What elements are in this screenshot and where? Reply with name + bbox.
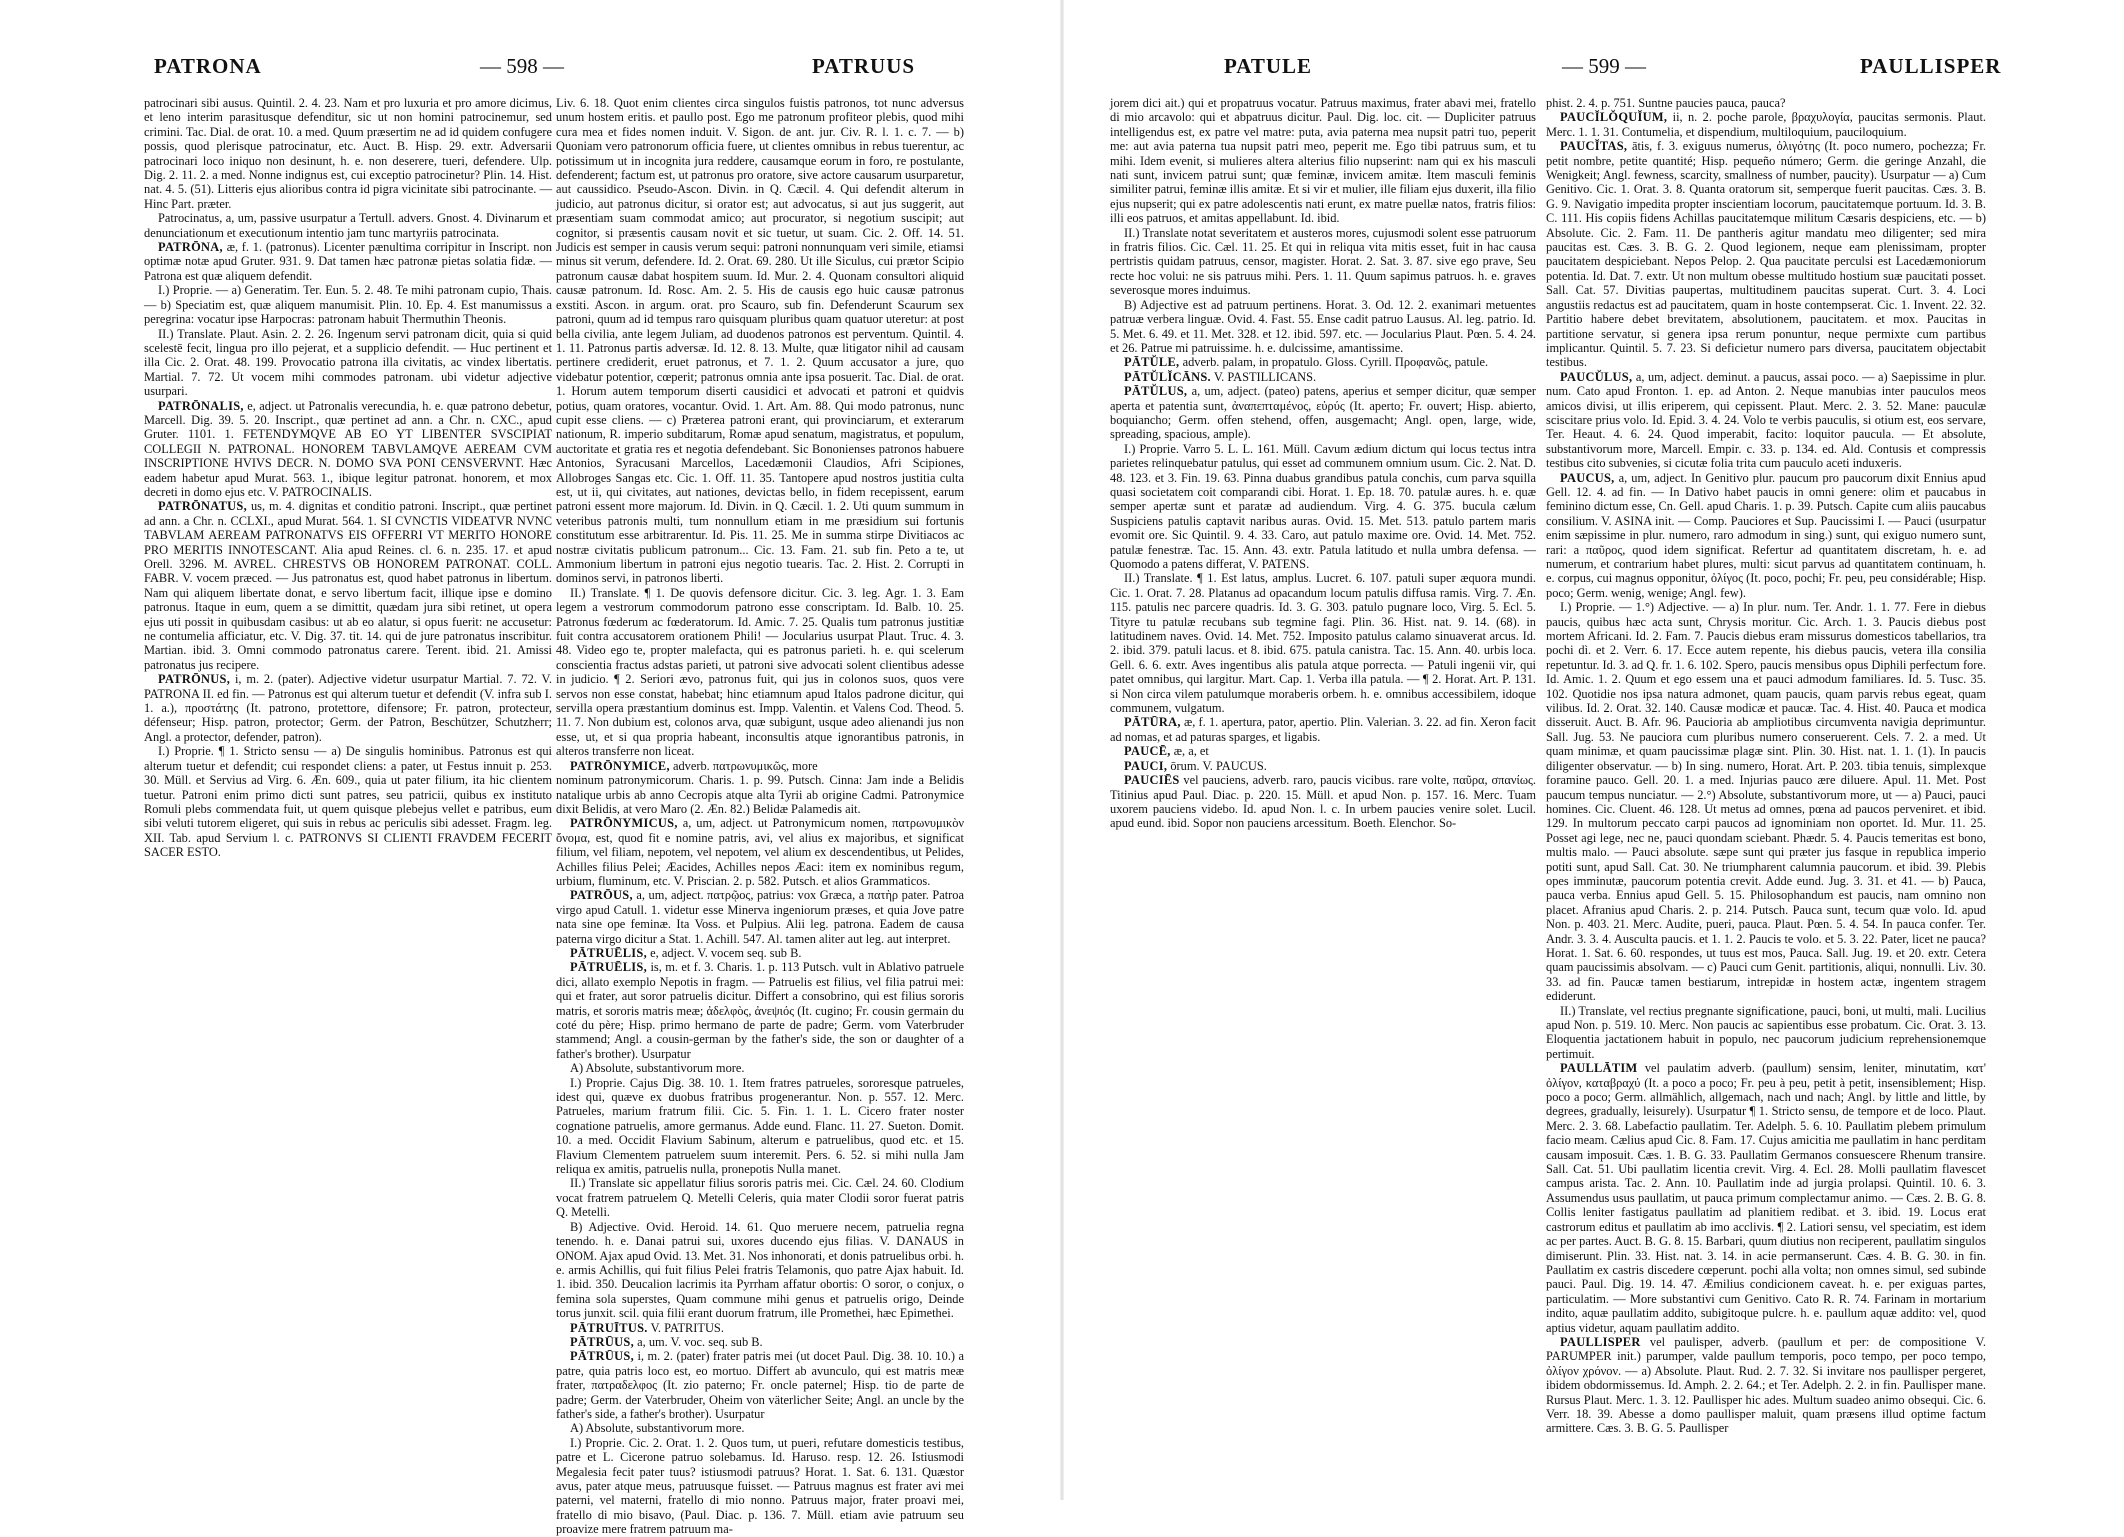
entry-headword: PAUCI, — [1124, 758, 1168, 773]
entry-text: i, m. 2. (pater) frater patris mei (ut docet Paul. Dig. 38. 10. 10.) a patre, quia patris loco est, eo mortuo. Differt ab avunculo, qui est matris meæ frater, πατραδελφος (It. zio paterno; Fr. oncle paternel; Hisp. tio de parte de padre; Germ. der Vaterbruder, Oheim von väterlicher Seite; Angl. an uncle by the father's side, a father's brother). Usurpatur — [556, 1349, 964, 1421]
entry-text: ii, n. 2. poche parole, βραχυλογία, paucitas sermonis. Plaut. Merc. 1. 1. 31. Contumelia, et dispendium, multiloquium, pauciloquium. — [1546, 110, 1986, 139]
entry-paragraph — [556, 96, 964, 586]
left-running-header — [0, 54, 1062, 90]
entry-paragraph — [556, 1061, 964, 1075]
entry-paragraph — [556, 1436, 964, 1537]
entry-text: æ, a, et — [1173, 744, 1209, 759]
entry-headword: PAUCĒ, — [1124, 744, 1171, 759]
left-header-last-entry: PATRUUS — [812, 54, 916, 78]
entry-text: a, um, adject. πατρῷος, patrius: vox Græca, a πατὴρ pater. Patroa virgo apud Catull. 1. videtur esse Minerva ingeniorum præses, et quia Jove patre nata sine ope feminæ. Ita Voss. et Pulpius. Alii leg. patrona. Eadem de causa paterna virgo dicitur a Stat. 1. Achill. 547. Al. tamen aliter aut leg. aut interpret. — [556, 888, 964, 946]
entry-paragraph — [556, 1176, 964, 1219]
entry-text: A) Absolute, substantivorum more. — [570, 1061, 745, 1076]
entry-text: æ, f. 1. apertura, pator, apertio. Plin. Valerian. 3. 22. ad fin. Xeron facit ad nomas, et ad paturas sparges, et ligabis. — [1110, 715, 1536, 744]
entry-headword: PATRŌUS, — [570, 888, 633, 903]
right-page-column-1 — [1110, 96, 1536, 1488]
entry-headword: PATRŌNUS, — [158, 672, 231, 687]
entry-text: a, um, adject. In Genitivo plur. paucum pro paucorum dixit Ennius apud Gell. 12. 4. ad fin. — In Dativo habet paucis in omni genere: olim et paucabus in feminino dictum esse, Cn. Gell. apud Charis. 1. p. 39. Putsch. Capite cum aliis paucabus consilium. V. ASINA init. — Comp. Pauciores et Sup. Paucissimi I. — Pauci (usurpatur enim sæpissime in plur. numero, raro admodum in sing.) sunt, qui exiguo numero sunt, rari: a παῦρος, quod idem significat. Refertur ad quantitatem discretam, h. e. ad numerum, et contrarium habet plures, multi: sicut parvus ad quantitatem continuam, h. e. corpus, cui magnus opponitur, ὀλίγος (It. poco, pochi; Fr. peu, peu considérable; Hisp. poco; Germ. wenig, wenige; Angl. few). — [1546, 470, 1986, 600]
entry-headword: PATRŌNYMICE, — [570, 758, 670, 773]
dictionary-entry — [1110, 715, 1536, 744]
dictionary-entry — [1546, 139, 1986, 370]
dictionary-entry — [556, 1335, 964, 1349]
entry-text: a, um, adject. (pateo) patens, aperius et semper dicitur, quæ semper aperta et patentia sunt, ἀναπεπταμένος, εὐρύς (It. aperto; Fr. ouvert; Hisp. abierto, boquiancho; Germ. offen stehend, offen, ausgemacht; Angl. open, large, wide, spreading, spacious, ample). — [1110, 384, 1536, 442]
entry-text: I.) Proprie. — a) Generatim. Ter. Eun. 5. 2. 48. Te mihi patronam cupio, Thais. — b) Speciatim est, quæ aliquem manumisit. Plin. 10. Ep. 4. Est manumissus a peregrina: vocatur ipse Harpocras: patronam habuit Thermuthin Theonis. — [144, 283, 552, 327]
entry-paragraph — [1110, 298, 1536, 356]
entry-headword: PATRŌNYMICUS, — [570, 816, 678, 831]
entry-text: II.) Translate notat severitatem et austeros mores, cujusmodi solent esse patruorum in fratris filios. Cic. Cæl. 11. 25. Et qui in reliqua vita mitis esset, fuit in hac causa pertristis quidam patruus, censor, magister. Horat. 2. Sat. 3. 87. sive ego prave, Seu recte hoc volui: ne sis patruus mihi. Pers. 1. 11. Quum sapimus patruos. h. e. graves severosque mores induimus. — [1110, 225, 1536, 298]
entry-paragraph — [144, 211, 552, 240]
entry-paragraph — [1546, 600, 1986, 1003]
entry-text: II.) Translate. Plaut. Asin. 2. 2. 26. Ingenum servi patronam dicit, quia si quid scelestē fecit, lingua pro illo pejerat, et a supplicio defendit. — Huc pertinent et illa Cic. 2. Orat. 48. 199. Provocatio patrona illa civitatis, ac vindex libertatis. Martial. 7. 72. Ut vocem mihi commodes patronam. ubi videtur adjective usurpari. — [144, 326, 552, 399]
entry-paragraph — [1546, 1004, 1986, 1062]
dictionary-entry — [556, 888, 964, 946]
entry-text: B) Adjective. Ovid. Heroid. 14. 61. Quo meruere necem, patruelia regna tenendo. h. e. Danai patrui sui, uxores ducendo ejus filias. V. DANAUS in ONOM. Ajax apud Ovid. 13. Met. 31. Nos inhonorati, et donis patruelibus orbi. h. e. armis Achillis, qui fuit filius Pelei fratris Telamonis, quo patre Ajax habuit. Id. 1. ibid. 350. Deucalion lacrimis ita Pyrrham affatur obortis: O soror, o conjux, o femina sola superstes, Quam commune mihi genus et patruelis origo, Deinde torus junxit. scil. quia filii erant duorum fratrum, ille Promethei, hæc Epimethei. — [556, 1219, 964, 1321]
entry-paragraph — [1110, 571, 1536, 715]
entry-headword: PATRŌNALIS, — [158, 398, 244, 413]
entry-headword: PĀTŬLE, — [1124, 355, 1180, 370]
entry-text: I.) Proprie. ¶ 1. Stricto sensu — a) De singulis hominibus. Patronus est qui alterum tuetur et defendit; cui respondet cliens: a pater, ut Festus innuit p. 253. 30. Müll. et Servius ad Virg. 6. Æn. 609., quia ut pater filium, ita hic clientem tuetur. Patroni enim primo dicti sunt patres, seu patricii, quibus ex instituto Romuli plebs commendata fuit, ut quem quisque plebejus vellet e patribus, eum sibi veluti tutorem eligeret, qui suis in rebus ac periculis sibi adesset. Fragm. leg. XII. Tab. apud Servium l. c. PATRONVS SI CLIENTI FRAVDEM FECERIT SACER ESTO. — [144, 744, 552, 860]
entry-paragraph — [556, 1421, 964, 1435]
entry-headword: PATRŌNATUS, — [158, 499, 248, 514]
entry-text: phist. 2. 4. p. 751. Suntne paucies pauca, pauca? — [1546, 96, 1786, 110]
entry-text: B) Adjective est ad patruum pertinens. Horat. 3. Od. 12. 2. exanimari metuentes patruæ verbera linguæ. Ovid. 4. Fast. 55. Ense cadit patruo Lausus. Al. leg. patrio. Id. 5. Met. 6. 49. et 11. Met. 328. et 12. ibid. 597. etc. — Jocularius Plaut. Pœn. 5. 4. 24. et 26. Patrue mi patruissime. h. e. dulcissime, amantissime. — [1110, 297, 1536, 355]
entry-text: II.) Translate sic appellatur filius sororis patris mei. Cic. Cæl. 24. 60. Clodium vocat fratrem patruelem Q. Metelli Celeris, quia mater Clodii soror fuerat patris Q. Metelli. — [556, 1176, 964, 1220]
entry-text: I.) Proprie. Cic. 2. Orat. 1. 2. Quos tum, ut pueri, refutare domesticis testibus, patre et L. Cicerone patruo solebamus. Id. Haruso. resp. 12. 26. Istiusmodi Megalesia fecit pater tuus? istiusmodi patruus? Horat. 1. Sat. 6. 131. Quæstor avus, pater atque meus, patruusque fuisset. — Patruus magnus est frater avi mei paterni, vel materni, fratello di mio nonno. Patruus major, frater proavi mei, fratello di mio bisavo, (Paul. Diac. p. 136. 7. Müll. etiam avie patruum seu proavize mere fratrem patruum ma- — [556, 1435, 964, 1537]
entry-headword: PĀTRŪUS, — [570, 1349, 635, 1364]
dictionary-entry — [556, 1321, 964, 1335]
dictionary-entry — [144, 499, 552, 672]
entry-text: is, m. et f. 3. Charis. 1. p. 113 Putsch. vult in Ablativo patruele dici, allato exemplo Nepotis in fragm. — Patruelis est filius, vel filia patrui mei: qui et frater, aut soror patruelis dicitur. Differt a consobrino, qui est filius sororis matris, et sororis matris meæ; ἀδελφὸς, ἀνεψιός (It. cugino; Fr. cousin germain du coté du père; Hisp. primo hermano de parte de padre; Germ. vom Vaterbruder stammend; Angl. a cousin-german by the father's side, the son or daughter of a father's brother). Usurpatur — [556, 960, 964, 1061]
dictionary-entry — [144, 399, 552, 500]
dictionary-entry — [1110, 355, 1536, 369]
left-header-first-entry: PATRONA — [154, 54, 262, 78]
entry-text: V. PATRITUS. — [650, 1320, 724, 1335]
entry-text: nominum patronymicorum. Charis. 1. p. 99. Putsch. Cinna: Jam inde a Belidis natalique urbis ab anno Cecropis atque alta Tyrii ab origine Cadmi. Patronymice dixit Belidis, at vero Maro (2. Æn. 82.) Belidæ Palamedis ait. — [556, 773, 964, 816]
entry-headword: PĀTRUĒLIS, — [570, 945, 648, 960]
dictionary-entry — [144, 672, 552, 744]
entry-text: vel pauciens, adverb. raro, paucis vicibus. rare volte, παῦρα, σπανίως. Titinius apud Paul. Diac. p. 220. 15. Müll. et apud Non. p. 157. 16. Merc. Tuam uxorem pauciens videbo. Id. apud Non. l. c. In urbem paucies venire solet. Lucil. apud eund. ibid. Sopor non pauciens arcessitum. Boeth. Elenchor. So- — [1110, 773, 1536, 831]
entry-text: adverb. palam, in propatulo. Gloss. Cyrill. Προφανῶς, patule. — [1182, 355, 1489, 370]
entry-paragraph — [1110, 442, 1536, 572]
entry-text: adverb. πατρωνυμικῶς, more — [672, 758, 818, 773]
left-page-column-2 — [556, 96, 964, 1537]
entry-text: patrocinari sibi ausus. Quintil. 2. 4. 23. Nam et pro luxuria et pro amore dicimus, et leno interim parasitusque defenditur, sic ut non homini patrocinemur, sed crimini. Tac. Dial. de orat. 10. a med. Quum præsertim ne ad id quidem confugere possis, quod plerisque patrocinatur, etc. Auct. B. Hisp. 29. extr. Adversarii patrocinari loco iniquo non desinunt, h. e. non deserere, tueri, defendere. Ulp. Dig. 2. 11. 2. a med. Nonne indignus est, cui exceptio patrocinetur? Plin. 14. Hist. nat. 4. 5. (51). Litteris ejus alioribus contra id pigra vicinitate sibi patrocinante. — Hinc Part. præter. — [144, 96, 552, 211]
entry-headword: PAULLISPER — [1560, 1334, 1641, 1349]
dictionary-entry — [1110, 744, 1536, 758]
right-page-column-2 — [1546, 96, 1986, 1488]
entry-headword: PĀTŬLĬCĀNS. — [1124, 369, 1211, 384]
left-page-column-1 — [144, 96, 552, 1488]
dictionary-entry — [556, 816, 964, 888]
entry-text: II.) Translate. ¶ 1. Est latus, amplus. Lucret. 6. 107. patuli super æquora mundi. Cic. 1. Orat. 7. 28. Platanus ad opacandum locum patulis diffusa ramis. Virg. 7. Æn. 115. patulis nec parcere quadris. Id. 3. G. 303. patulo pugnare loco, Virg. 5. Ecl. 5. Tityre tu patulæ recubans sub tegmine fagi. Plin. 36. Hist. nat. 9. 14. (68). in latitudinem naves. Ovid. 14. Met. 752. Imposito patulus calamo sinuaverat arcus. Id. 2. ibid. 379. patuli lacus. et 8. ibid. 675. patula canistra. Tac. 15. Ann. 40. urbis loca. Gell. 6. 6. extr. Aves ingentibus alis patula atque porrecta. — Patuli ingenii vir, qui patet omnibus, qui largitur. Mart. Cap. 1. Verba illa patula. — ¶ 2. Horat. Art. P. 131. si Non circa vilem patulumque moraberis orbem. h. e. omnibus accessibilem, idoque communem, vulgatum. — [1110, 571, 1536, 716]
entry-text: V. PASTILLICANS. — [1213, 369, 1317, 384]
entry-paragraph — [556, 586, 964, 759]
entry-text: a, um, adject. ut Patronymicum nomen, πατρωνυμικὸν ὄνομα, est, quod fit e nomine patris, avi, vel alius ex majoribus, et significat filium, vel filiam, nepotem, vel nepotem, vel alium ex descendentibus, ut Pelides, Achilles filius Pelei; Æacides, Achilles nepos Æaci: item ex nominibus regum, urbium, fluminum, etc. V. Priscian. 2. p. 582. Putsch. et alios Grammaticos. — [556, 816, 964, 888]
entry-headword: PAUCĬLŎQUĬUM, — [1560, 110, 1668, 125]
right-page-number: — 599 — — [1562, 54, 1646, 78]
entry-text: II.) Translate, vel rectius pregnante significatione, pauci, boni, ut multi, mali. Lucilius apud Non. p. 519. 10. Merc. Non paucis ac sapientibus esse probatum. Cic. Orat. 3. 13. Eloquentia jactationem habuit in populo, nec paucorum judicium reprehensionemque pertimuit. — [1546, 1003, 1986, 1061]
entry-text: æ, f. 1. (patronus). Licenter pænultima corripitur in Inscript. non optimæ notæ apud Gruter. 931. 9. Dat tamen hæc patronæ pietas solatia fidæ. — Patrona est quæ aliquem defendit. — [144, 240, 552, 283]
entry-paragraph — [144, 96, 552, 211]
entry-text: II.) Translate. ¶ 1. De quovis defensore dicitur. Cic. 3. leg. Agr. 1. 3. Eam legem a vestrorum commodorum patrono esse conscriptam. Id. Balb. 10. 25. Patronus fœderum ac fœderatorum. Id. Amic. 7. 25. Qualis tum patronus justitiæ fuit contra accusatorem orationem Phili! — Jocularius usurpat Plaut. Truc. 4. 3. 48. Video ego te, propter malefacta, qui es patronus parieti. h. e. qui scelerum conscientia fractus adstas parieti, ut patroni sive advocati solent clientibus adesse in judicio. ¶ 2. Seriori ævo, patronus fuit, qui jus in colonos suos, quos vere servos non esse constat, habebat; hinc etiamnum apud Italos padrone dicitur, qui servilla opera præstantium dominus est. Impp. Valentin. et Valens Cod. Theod. 5. 11. 7. Non dubium est, colonos arva, quæ subigunt, usque adeo alienandi jus non esse, ut, et si qua propria habeant, inconsultis atque ignorantibus patronis, in alteros transferre non liceat. — [556, 585, 964, 759]
entry-text: vel paulatim adverb. (paullum) sensim, leniter, minutatim, κατ' ὀλίγον, καταβραχύ (It. a poco a poco; Fr. peu à peu, petit à petit, insensiblement; Hisp. poco a poco; Germ. allmählich, allgemach, nach und nach; Angl. by little and little, by degrees, gradually, leisurely). Usurpatur ¶ 1. Stricto sensu, de tempore et de loco. Plaut. Merc. 2. 3. 68. Labefactio paullatim. Ter. Adelph. 5. 6. 10. Paullatim plebem primulum facio meam. Cælius apud Cic. 8. Fam. 17. Cujus amicitia me paullatim in hanc perditam causam imposuit. Cæs. 1. B. G. 33. Paullatim Germanos consuescere Rhenum transire. Sall. Cat. 51. Ubi paullatim licentia crevit. Virg. 4. Ecl. 28. Molli paullatim flavescet campus arista. Tac. 2. Ann. 10. Paullatim inde ad jurgia prolapsi. Quintil. 10. 6. 3. Assumendus usus paullatim, ut pauca primum complectamur animo. — Cæs. 2. B. G. 8. Collis leniter fastigatus paullatim ad planitiem redibat. et 3. ibid. 19. Locus erat castrorum editus et paullatim ab imo acclivis. ¶ 2. Latiori sensu, vel speciatim, est idem ac per partes. Auct. B. G. 8. 15. Barbari, quum diutius non reciperent, paullatim singulos dimiserunt. Plin. 33. Hist. nat. 3. 14. in acie permanserunt. Cæs. 4. B. G. 30. in fin. Paullatim ex castris discedere cœperunt. pochi alla volta; non omnes simul, sed subinde pauci. Paul. Dig. 19. 14. 47. Æmilius condicionem caveat. h. e. per exiguas partes, particulatim. — More substantivi cum Genitivo. Cato R. R. 74. Farinam in mortarium indito, aquæ paullatim addito, subigitoque pulcre. h. e. paullum aquæ addito: vel, quod aptius videtur, aquam paullatim addito. — [1546, 1061, 1986, 1335]
entry-headword: PATRŌNA, — [158, 240, 223, 255]
entry-text: a, um. V. voc. seq. sub B. — [637, 1334, 763, 1349]
entry-text: Patrocinatus, a, um, passive usurpatur a Tertull. advers. Gnost. 4. Divinarum et denunciationum et executionum intentio jam tunc martyriis patrocinata. — [144, 211, 552, 240]
entry-text: Liv. 6. 18. Quot enim clientes circa singulos fuistis patronos, tot nunc adversus unum hostem eritis. et paullo post. Ego me patronum profiteor plebis, quod mihi cura mea et fides nomen induit. V. Sigon. de ant. jur. Civ. R. l. 1. c. 7. — b) Quoniam vero patronorum officia fuere, ut clientes omnibus in rebus tuerentur, ac potissimum ut in incognita jura reddere, causamque eorum in foro, re postulante, defenderent; factum est, ut patronus pro oratore, sive actore causarum usurparetur, aut caussidico. Pseudo-Ascon. Divin. in Q. Cæcil. 4. Qui defendit alterum in judicio, aut patronus dicitur, si orator est; aut advocatus, si aut jus suggerit, aut præsentiam suam commodat amico; aut procurator, si negotium suscipit; aut cognitor, si præsentis causam novit et sic tuetur, ut suam. Cic. 2. Off. 14. 51. Judicis est semper in causis verum sequi: patroni nonnunquam veri simile, etiamsi minus sit verum, defendere. Id. 2. Orat. 69. 280. Ut ille Siculus, cui prætor Scipio patronum causæ dabat hospitem suum. Id. Mur. 2. 4. Quonam consultori aliquid causæ patronum. Id. Rosc. Am. 2. 5. His de causis ego huic causæ patronus exstiti. Ascon. in argum. orat. pro Scauro, sub fin. Defenderunt Scaurum sex patroni, quum ad id tempus raro quisquam pluribus quam quatuor uteretur: at post bella civilia, ante legem Juliam, ad duodenos patronos est perventum. Quintil. 4. 1. 11. Patronus partis adversæ. Id. 12. 8. 13. Multe, quæ litigator nihil ad causam pertinere crediderit, eruet patronus, et 7. 1. 2. Quum accusator a jure, quo videbatur potentior, cœperit; patronus omnia ante ipsa posuerit. Tac. Dial. de orat. 1. Horum autem temporum diserti causidici et advocati et patroni et quidvis potius, quam oratores, vocantur. Ovid. 1. Art. Am. 88. Qui modo patronus, nunc cupit esse cliens. — c) Præterea patroni erant, qui provinciarum, et exterarum nationum, R. imperio subditarum, Romæ apud senatum, magistratus, et populum, auctoritate et gratia res et negotia defendebant. Sic Bononienses patronos habuere Antonios, Syracusani Marcellos, Lacedæmonii Claudios, Afri Scipiones, Allobroges Sangas etc. Cic. 1. Off. 11. 35. Tantopere apud nostros justitia culta est, ut ii, qui civitates, aut nationes, devictas bello, in fidem recepissent, earum patroni essent more majorum. Id. Divin. in Q. Cæcil. 1. 2. Uti quum summum in veteribus patronis multi, tum nonnullum etiam in me præsidium sui fortunis constitutum esse arbitrarentur. Id. Pis. 11. 25. Me in summa stirpe Divitiacos ac nostræ civitatis publicum patronum... Cic. 13. Fam. 21. sub fin. Peto a te, ut Ammonium libertum in patroni ejus negotio tuearis. Tac. 2. Hist. 2. Corrupti in dominos servi, in patronos liberti. — [556, 96, 964, 586]
dictionary-entry — [1110, 370, 1536, 384]
entry-headword: PĀTŪRA, — [1124, 715, 1181, 730]
entry-paragraph — [1546, 96, 1986, 110]
entry-text: a, um, adject. deminut. a paucus, assai poco. — a) Saepissime in plur. num. Cato apud Fronton. 1. ep. ad Anton. 2. Neque manubias inter pauculos meos amicos divisi, ut illis eriperem, qui cepissent. Plaut. Merc. 2. 3. 52. Mane: pauculæ sciscitare prius volo. Id. Epid. 3. 4. 24. Volo te verbis pauculis, si otium est, eos servare, Ter. Heaut. 4. 6. 24. Quod imperabit, facito: loquitor paucula. — Et absolute, substantivorum more, Marcell. Empir. c. 33. p. 134. ed. Ald. Contusis et compressis testibus cito subvenies, si cicutæ folia trita cum pauculo aceti induxeris. — [1546, 369, 1986, 471]
dictionary-entry — [556, 946, 964, 960]
dictionary-entry — [1546, 1335, 1986, 1436]
entry-text: ātis, f. 3. exiguus numerus, ὀλιγότης (It. poco numero, pochezza; Fr. petit nombre, petite quantité; Hisp. pequeño número; Germ. die geringe Anzahl, die Wenigkeit; Angl. fewness, scarcity, smallness of number, paucity). Usurpatur — a) Cum Genitivo. Cic. 1. Orat. 3. 8. Quanta oratorum sit, semperque fuerit paucitas. Cæs. 3. B. G. 9. Navigatio impedita propter inscientiam locorum, paucitatemque portuum. Id. 3. B. C. 111. His copiis fidens Achillas paucitatemque militum Cæsaris despiciens, etc. — b) Absolute. Cic. 2. Fam. 11. De pantheris agitur mandatu meo diligenter; sed mira paucitas est. Cæs. 3. B. G. 2. Quod legionem, neque eam plenissimam, propter paucitatem despiciebant. Nepos Pelop. 2. Qua paucitate perculsi est Lacedæmoniorum potentia. Id. Dat. 7. extr. Ut non multum obesse multitudo hostium suæ paucitati posset. Sall. Cat. 57. Divitias paupertas, multitudinem paucitas superat. Curt. 3. 4. Loci angustiis redactus est ad paucitatem, quam in hoste contempserat. Cic. 1. Invent. 22. 32. Partitio habere debet brevitatem, absolutionem, paucitatem. et mox. Paucitas in partitione servatur, si genera ipsa rerum ponuntur, neque permixte cum partibus implicantur. Quintil. 5. 7. 23. Si deficietur numero pars diversa, paucitatem objectabit testibus. — [1546, 139, 1986, 370]
entry-paragraph — [556, 1220, 964, 1321]
left-page-number: — 598 — — [480, 54, 564, 78]
entry-headword: PĀTŬLUS, — [1124, 384, 1188, 399]
entry-text: vel paulisper, adverb. (paullum et per: de compositione V. PARUMPER init.) parumper, valde paullum temporis, poco tempo, per poco tempo, ὀλίγον χρόνον. — a) Absolute. Plaut. Rud. 2. 7. 32. Si invitare nos paullisper pergeret, ibidem obdormissemus. Id. Amph. 2. 2. 64.; et Ter. Adelph. 2. 2. in fin. Paullisper mane. Rursus Plaut. Merc. 1. 3. 12. Paullisper hic ades. Multum suadeo animo obsequi. Cic. 6. Verr. 18. 39. Abesse a domo paullisper maluit, quam præsens illud optime factum armittere. Cæs. 3. B. G. 5. Paullisper — [1546, 1334, 1986, 1436]
entry-text: i, m. 2. (pater). Adjective videtur usurpatur Martial. 7. 72. V. PATRONA II. ed fin. — Patronus est qui alterum tuetur et defendit (V. infra sub I. 1. a.), προστάτης (It. patrono, protettore, difensore; Fr. patron, protecteur, défenseur; Hisp. patron, protector; Germ. der Patron, Beschützer, Schutzherr; Angl. a protector, defender, patron). — [144, 672, 552, 744]
entry-text: us, m. 4. dignitas et conditio patroni. Inscript., quæ pertinet ad ann. a Chr. n. CCLXI., apud Murat. 564. 1. SI CVNCTIS VIDEATVR NVNC TABVLAM AEREAM PATRONATVS EIS OFFERRI VT MERITO HONORE PRO MERITIS INNOTESCANT. Alia apud Reines. cl. 6. n. 235. 17. et apud Orell. 3296. M. AVREL. CHRESTVS OB HONOREM PATRONAT. COLL. FABR. V. vocem præced. — Jus patronatus est, quod habet patronus in libertum. Nam qui aliquem libertate donat, e servo libertum facit, illique ipse e domino patronus. Itaque in eum, quem a se dimittit, quædam jura sibi retinet, ut opera ejus uti possit in quibusdam casibus: ut ab eo alatur, si opus fuerit: ne accusetur: ne contumelia afficiatur, etc. V. Dig. 37. tit. 14. qui de jure patronatus inscribitur. Martian. ibid. 3. Omni commodo patronatus carere. Terent. ibid. 21. Amissi patronatus jus recipere. — [144, 499, 552, 672]
entry-paragraph — [144, 744, 552, 859]
entry-headword: PAUCŬLUS, — [1560, 369, 1633, 384]
dictionary-entry — [556, 759, 964, 773]
dictionary-entry — [1110, 759, 1536, 773]
entry-paragraph — [556, 1076, 964, 1177]
entry-text: e, adject. V. vocem seq. sub B. — [650, 945, 802, 960]
dictionary-entry — [1546, 110, 1986, 139]
entry-text: ōrum. V. PAUCUS. — [1170, 758, 1267, 773]
entry-headword: PĀTRŪUS, — [570, 1334, 635, 1349]
right-page — [1062, 0, 2124, 1500]
entry-text: jorem dici ait.) qui et propatruus vocatur. Patruus maximus, frater abavi mei, fratello di mio arcavolo: qui et abpatruus dicitur. Paul. Dig. loc. cit. — Dupliciter patruus intelligendus est, ex patre vel matre: puta, avia paterna mea nupsit patri tuo, peperit me: aut avia paterna tua nupsit patri meo, peperit me. Ego tibi patruus sum, et tu mihi. Idem evenit, si mulieres altera alterius filio nupserint: nam qui ex his masculi nati sunt, invicem patrui sunt; quæ feminæ, invicem amitæ. Item masculi feminis similiter patrui, feminæ illis amitæ. Et si vir et mulier, ille filiam ejus duxerit, illa filio ejus nupserit; qui ex patre adolescentis nati erunt, ex matre puellæ natos, fratris filios: illi eos patruos, et amitas appellabunt. Id. ibid. — [1110, 96, 1536, 226]
dictionary-entry — [556, 960, 964, 1061]
entry-text: I.) Proprie. Varro 5. L. L. 161. Müll. Cavum ædium dictum qui locus tectus intra parietes relinquebatur patulus, qui esset ad communem omnium usum. Cic. 2. Nat. D. 48. 123. et 3. Fin. 19. 63. Pinna duabus grandibus patula conchis, cum parva squilla quasi societatem coit comparandi cibi. Horat. 1. Ep. 18. 70. patulæ aures. h. e. quæ semper apertæ sunt et paratæ ad audiendum. Virg. 4. G. 375. bucula cælum Suspiciens patulis captavit naribus auras. Ovid. 15. Met. 513. patulo partem maris evomit ore. Sic Quintil. 9. 4. 33. Caro, aut patulo maxime ore. Ovid. 14. Met. 752. patulæ fenestræ. Tac. 15. Ann. 43. extr. Patula latitudo et nulla umbra defensa. — Quomodo a patens differat, V. PATENS. — [1110, 441, 1536, 571]
entry-headword: PĀTRUĪTUS. — [570, 1320, 648, 1335]
dictionary-entry — [1546, 1061, 1986, 1335]
entry-paragraph — [556, 773, 964, 816]
entry-headword: PAUCĬTAS, — [1560, 139, 1628, 154]
entry-headword: PAULLĀTIM — [1560, 1061, 1638, 1076]
right-header-last-entry: PAULLISPER — [1860, 54, 2002, 78]
entry-headword: PAUCIĒS — [1124, 773, 1180, 788]
entry-paragraph — [1110, 96, 1536, 226]
dictionary-entry — [556, 1349, 964, 1421]
dictionary-entry — [1546, 471, 1986, 601]
entry-paragraph — [144, 327, 552, 399]
right-running-header — [1062, 54, 2124, 90]
entry-text: e, adject. ut Patronalis verecundia, h. e. quæ patrono debetur, Marcell. Dig. 39. 5. 20. Inscript., quæ pertinet ad ann. a Chr. n. CXC., apud Gruter. 1101. 1. FETENDYMQVE AB EO YT LIBENTER SVSCIPIAT COLLEGII N. PATRONAL. HONOREM TABVLAMQVE AEREAM CVM INSCRIPTIONE HVIVS DECR. N. DOMO SVA PONI CENSVERVNT. Hæc eadem habetur apud Murat. 563. 1., ibique legitur patronat. honorem, et mox decreti in domo ejus etc. V. PATROCINALIS. — [144, 398, 552, 499]
entry-paragraph — [144, 283, 552, 326]
dictionary-entry — [1546, 370, 1986, 471]
entry-paragraph — [1110, 226, 1536, 298]
right-header-first-entry: PATULE — [1224, 54, 1313, 78]
entry-text: A) Absolute, substantivorum more. — [570, 1421, 745, 1436]
entry-headword: PĀTRUĒLIS, — [570, 960, 648, 975]
dictionary-entry — [144, 240, 552, 283]
entry-text: I.) Proprie. — 1.°) Adjective. — a) In plur. num. Ter. Andr. 1. 1. 77. Fere in diebus paucis, quibus hæc acta sunt, Chrysis moritur. Cic. Arch. 1. 3. Paucis diebus post mortem Africani. Id. 2. Fam. 7. Paucis diebus eram missurus domesticos tabellarios, tra pochi dì. et 2. Verr. 6. 17. Ecce autem repente, his diebus paucis, vetera illa consilia repetuntur. Id. 3. ad Q. fr. 1. 6. 102. Spero, paucis mensibus opus Diphili perfectum fore. Id. Amic. 1. 2. Quum et ego essem una et pauci admodum familiares. Id. 5. Tusc. 35. 102. Quotidie nos ipsa natura admonet, quam paucis, quam parvis rebus egeat, quam vilibus. Id. 2. Orat. 32. 140. Causæ modicæ et paucæ. Tac. 4. Hist. 40. Pauca et modica disseruit. Auct. B. Afr. 96. Paucioria ab ampliotibus circumventa navigia deprimuntur. Sall. Jug. 53. Ne pauciora cum pluribus numero conseruerent. Cels. 7. 2. a med. Ut quam minimæ, et quam paucissimæ plagæ sint. Plin. 30. Hist. nat. 1. 1. (1). In paucis diligenter observatur. — b) In sing. numero, Horat. Art. P. 203. tibia tenuis, simplexque foramine pauco. Gell. 20. 1. a med. Injurias pauco ære diluere. Apul. 11. Met. Post paucum tempus nunciatur. — 2.°) Absolute, substantivorum more, ut — a) Pauci, pauci homines. Cic. Cluent. 46. 128. Ut metus ad omnes, pœna ad paucos perveniret. et ibid. 129. In multorum peccato carpi paucos ad ignominiam non oportet. Id. Mur. 11. 25. Posset agi lege, nec ne, pauci quondam sciebant. Phædr. 5. 4. Paucis temeritas est bono, multis malo. — Pauci absolute. sæpe sunt qui præter jus fasque in republica imperio potiti sunt, apud Sall. Cat. 30. Ne triumpharent calumnia paucorum. et ibid. 39. Plebis opes imminutæ, paucorum potentia crevit. Adde eund. Jug. 3. 31. et 41. — b) Pauca, pauca verba. Ennius apud Gell. 5. 15. Philosophandum est paucis, nam omnino non placet. Afranius apud Charis. 2. p. 214. Putsch. Pauca sunt, tecum quæ volo. Id. apud Non. p. 403. 21. Merc. Audite, pueri, pauca. Plaut. Pœn. 5. 4. 54. In pauca confer. Ter. Andr. 3. 3. 4. Ausculta paucis. et 1. 1. 2. Paucis te volo. et 5. 3. 22. Pater, licet ne pauca? Horat. 1. Sat. 6. 60. respondes, ut tuus est mos, Pauca. Sall. Jug. 19. et 20. extr. Cetera quam paucissimis absolvam. — c) Pauci cum Genit. partitionis, aliqui, nonnulli. Liv. 30. 33. ad fin. Paucæ tamen bestiarum, intrepidæ in hostem actæ, ingentem stragem ediderunt. — [1546, 600, 1986, 1004]
dictionary-entry — [1110, 384, 1536, 442]
entry-text: I.) Proprie. Cajus Dig. 38. 10. 1. Item fratres patrueles, sororesque patrueles, idest qui, quæve ex duobus fratribus progenerantur. Non. p. 557. 12. Merc. Patrueles, marium fratrum filii. Cic. 5. Fin. 1. 1. L. Cicero frater noster cognatione patruelis, amore germanus. Adde eund. Flanc. 11. 27. Sueton. Domit. 10. a med. Occidit Flavium Sabinum, alterum e patruelibus, quod etc. et 15. Flavium Clementem patruelem suum interemit. Pers. 6. 52. si mihi nulla Jam reliqua ex amitis, patruelis nulla, pronepotis Nulla manet. — [556, 1075, 964, 1177]
dictionary-entry — [1110, 773, 1536, 831]
entry-headword: PAUCUS, — [1560, 470, 1615, 485]
